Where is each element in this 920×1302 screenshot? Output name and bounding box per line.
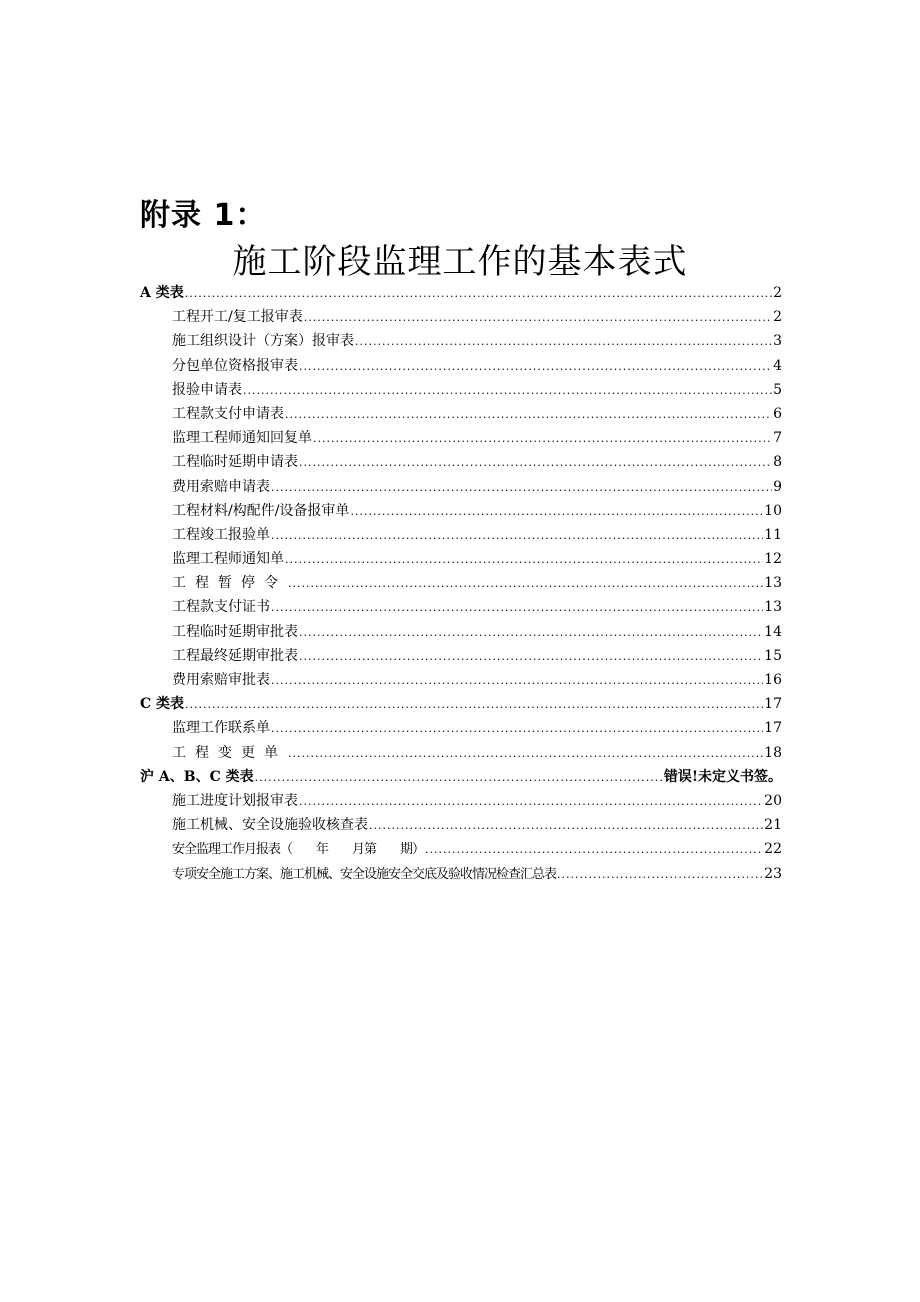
toc-entry-title: 专项安全施工方案、施工机械、安全设施安全交底及验收情况检查汇总表 [172, 866, 557, 882]
toc-page-number: 7 [773, 430, 782, 447]
toc-page-number: 13 [764, 575, 782, 592]
toc-page-number: 4 [773, 357, 782, 374]
toc-leader-dots [299, 790, 763, 814]
toc-entry[interactable] [140, 426, 782, 450]
toc-entry-title: 施工组织设计（方案）报审表 [172, 333, 354, 350]
toc-entry-title: 安全监理工作月报表（ 年 月第 期） [172, 842, 425, 858]
toc-entry[interactable] [140, 716, 782, 740]
toc-page-number: 22 [764, 841, 782, 858]
toc-leader-dots [285, 548, 763, 572]
toc-entry[interactable] [140, 305, 782, 329]
toc-page-number: 23 [764, 865, 782, 882]
toc-entry-title: 监理工作联系单 [172, 720, 270, 737]
toc-leader-dots [299, 645, 763, 669]
toc-leader-dots [271, 524, 763, 548]
toc-page-number: 2 [773, 309, 782, 326]
toc-leader-dots [288, 572, 763, 596]
toc-page-number: 13 [764, 599, 782, 616]
table-of-contents [140, 281, 782, 886]
toc-entry-title: 分包单位资格报审表 [172, 357, 298, 374]
toc-leader-dots [185, 693, 763, 717]
toc-leader-dots [271, 669, 763, 693]
toc-entry[interactable] [140, 837, 782, 861]
toc-leader-dots [271, 717, 763, 741]
toc-page-number: 11 [764, 526, 782, 543]
toc-page-number: 3 [773, 333, 782, 350]
toc-entry[interactable] [140, 789, 782, 813]
toc-leader-dots [288, 742, 763, 766]
toc-entry-title: 监理工程师通知回复单 [172, 430, 312, 447]
toc-entry-title: 工程临时延期申请表 [172, 454, 298, 471]
toc-entry-title: 施工进度计划报审表 [172, 792, 298, 809]
toc-entry[interactable] [140, 523, 782, 547]
toc-leader-dots [350, 500, 763, 524]
toc-entry-title: 施工机械、安全设施验收核查表 [172, 817, 368, 834]
toc-entry-title: 报验申请表 [172, 381, 242, 398]
toc-section-c[interactable] [140, 692, 782, 716]
toc-leader-dots [271, 476, 772, 500]
toc-page-number: 10 [764, 502, 782, 519]
toc-entry[interactable] [140, 402, 782, 426]
toc-page-number: 17 [764, 720, 782, 737]
toc-entry[interactable] [140, 620, 782, 644]
toc-leader-dots [369, 814, 763, 838]
toc-entry-title: 工程最终延期审批表 [172, 647, 298, 664]
toc-entry[interactable] [140, 499, 782, 523]
toc-page-number: 6 [773, 405, 782, 422]
toc-page-number: 18 [764, 744, 782, 761]
toc-entry-title: 工程材料/构配件/设备报审单 [172, 502, 350, 519]
toc-leader-dots [299, 355, 772, 379]
toc-entry[interactable] [140, 329, 782, 353]
toc-entry-title: 工程变更单 [172, 744, 287, 761]
toc-entry-title: 工程款支付证书 [172, 599, 270, 616]
toc-entry-title: A 类表 [140, 285, 184, 301]
page-title: 施工阶段监理工作的基本表式 [232, 242, 688, 282]
toc-page-number: 8 [773, 454, 782, 471]
toc-page-number: 5 [773, 381, 782, 398]
appendix-label: 附录 1： [140, 198, 267, 233]
toc-page-number: 15 [764, 647, 782, 664]
toc-leader-dots [355, 330, 772, 354]
toc-entry[interactable] [140, 741, 782, 765]
toc-entry[interactable] [140, 547, 782, 571]
toc-leader-dots [285, 403, 772, 427]
toc-leader-dots [271, 596, 763, 620]
toc-entry-title: 监理工程师通知单 [172, 551, 284, 568]
toc-section-hu-abc[interactable] [140, 765, 782, 789]
toc-page-number: 12 [764, 551, 782, 568]
toc-section-a[interactable] [140, 281, 782, 305]
toc-page-number: 2 [773, 285, 782, 301]
toc-entry-title: C 类表 [140, 696, 185, 713]
toc-leader-dots [425, 838, 763, 862]
toc-entry-title: 费用索赔申请表 [172, 478, 270, 495]
toc-entry[interactable] [140, 378, 782, 402]
toc-page-number: 9 [773, 478, 782, 495]
toc-entry[interactable] [140, 813, 782, 837]
toc-entry-title: 工程款支付申请表 [172, 405, 284, 422]
toc-leader-dots [255, 766, 663, 790]
toc-entry-title: 沪 A、B、C 类表 [140, 768, 254, 785]
toc-leader-dots [557, 863, 763, 887]
toc-leader-dots [313, 427, 772, 451]
toc-entry[interactable] [140, 595, 782, 619]
toc-page-number: 17 [764, 696, 782, 713]
toc-entry[interactable] [140, 450, 782, 474]
toc-leader-dots [299, 451, 772, 475]
toc-entry[interactable] [140, 475, 782, 499]
toc-leader-dots [185, 282, 772, 306]
toc-page-number: 16 [764, 672, 782, 688]
toc-leader-dots [304, 306, 772, 330]
toc-page-number: 20 [764, 792, 782, 809]
toc-page-number: 14 [764, 623, 782, 640]
toc-entry-title: 工程开工/复工报审表 [172, 309, 303, 326]
toc-entry-title: 费用索赔审批表 [172, 672, 270, 688]
toc-entry[interactable] [140, 571, 782, 595]
toc-page-number: 21 [764, 817, 782, 834]
toc-leader-dots [243, 379, 772, 403]
toc-entry-title: 工程暂停令 [172, 575, 287, 592]
toc-leader-dots [299, 621, 763, 645]
toc-entry[interactable] [140, 668, 782, 692]
toc-entry-title: 工程临时延期审批表 [172, 623, 298, 640]
toc-entry[interactable] [140, 862, 782, 886]
toc-entry[interactable] [140, 644, 782, 668]
toc-entry-title: 工程竣工报验单 [172, 526, 270, 543]
toc-page-error: 错误!未定义书签。 [663, 768, 782, 785]
toc-entry[interactable] [140, 354, 782, 378]
